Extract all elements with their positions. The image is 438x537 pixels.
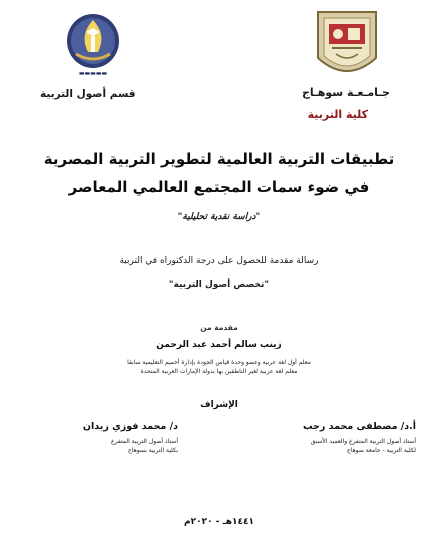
university-name: جـامـعـة سوهـاج [301,86,390,99]
supervision-heading: الإشراف [200,400,238,410]
thesis-purpose: رسالة مقدمة للحصول على درجة الدكتوراه في التربية [119,256,319,266]
faculty-name: كلية التربية [307,108,368,121]
supervisor-2-name: د/ محمد فوزي زيدان [82,421,178,432]
supervisor-2-affiliation: بكلية التربية بسوهاج [127,447,178,454]
supervisor-1 [246,421,416,455]
university-seal-icon [312,8,382,84]
author-description [0,358,438,376]
author-description-line-2: معلم لغة عربية لغير الناطقين بها بدولة الإمارات العربية المتحدة [140,368,298,375]
thesis-subtitle: "دراسة نقدية تحليلية" [177,212,261,222]
presented-by-label: مقدمة من [200,323,238,332]
faculty-emblem-icon [58,8,128,80]
hijri-gregorian-date: ١٤٤١هـ - ٢٠٢٠م [184,517,254,527]
thesis-specialization: "تخصص أصول التربية" [168,280,270,290]
supervisor-2 [58,421,178,455]
supervisor-1-title: أستاذ أصول التربية المتفرغ والعميد الأسبق [310,438,416,445]
thesis-title-line-2: في ضوء سمات المجتمع العالمي المعاصر [68,178,370,196]
supervisor-1-name: أ.د/ مصطفى محمد رجب [302,421,416,432]
author-description-line-1: معلم أول لغة عربية وعضو وحدة قياس الجودة بإدارة أخميم التعليمية سابقا [127,359,311,366]
supervisor-1-affiliation: لكلية التربية - جامعة سوهاج [346,447,416,454]
svg-text:▬▬▬▬▬: ▬▬▬▬▬ [78,70,108,77]
thesis-title-line-1: تطبيقات التربية العالمية لتطوير التربية المصرية [43,150,395,168]
department-name: قسم أصول التربية [40,88,136,100]
supervisor-2-title: أستاذ أصول التربية المتفرغ [111,438,178,445]
author-name: زينب سالم أحمد عبد الرحمن [156,340,282,350]
